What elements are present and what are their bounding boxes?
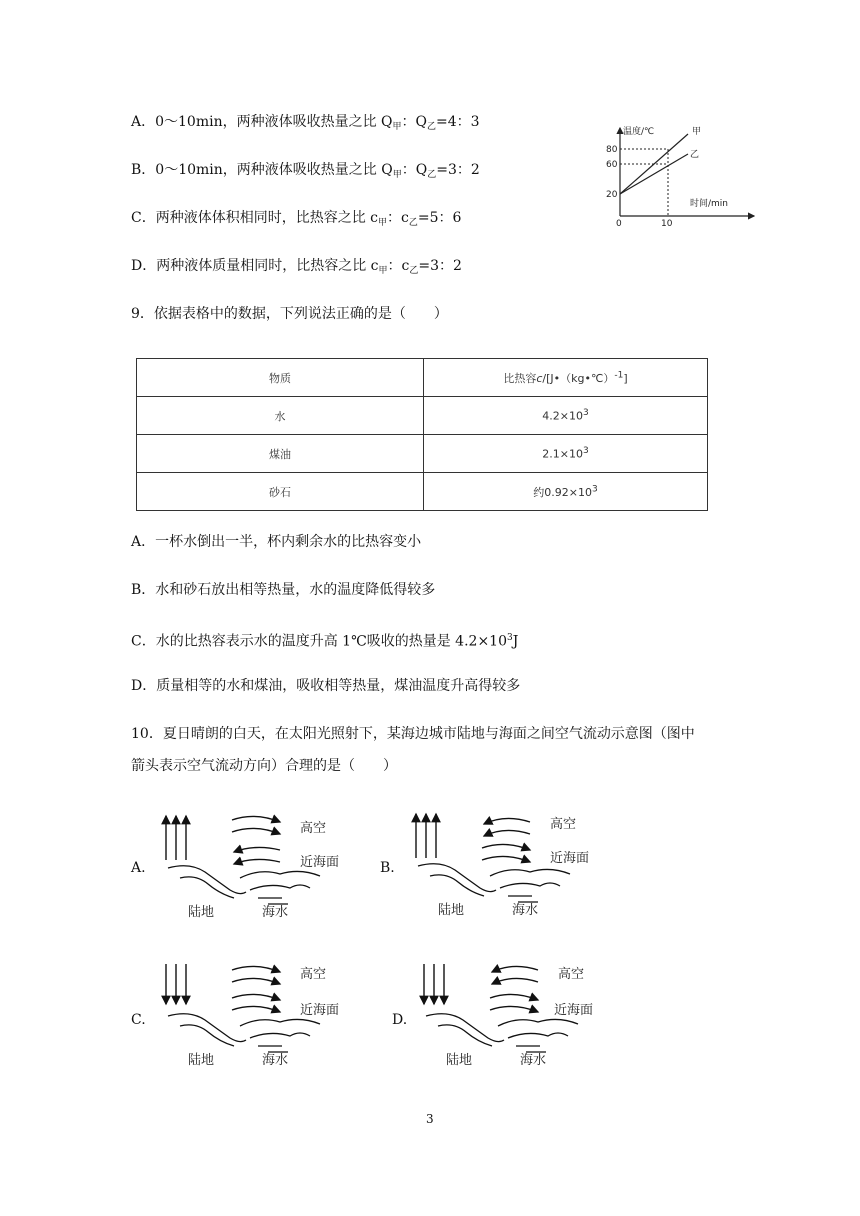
label-sea: 海水 — [262, 1053, 289, 1068]
header-specific-heat: 比热容c/[J•（kg•℃）$^{-1}$] — [424, 359, 708, 397]
sea-wave — [490, 869, 570, 876]
table-header-row — [137, 359, 708, 397]
label-high-sky: 高空 — [300, 821, 327, 836]
label-high-sky: 高空 — [558, 967, 585, 982]
table-row — [137, 435, 708, 473]
label-near-sea: 近海面 — [300, 855, 340, 870]
row-value: $4.2\times 10^3$ — [424, 397, 708, 435]
sea-wave — [250, 1033, 310, 1038]
specific-heat-table — [136, 358, 708, 511]
figure-d — [408, 958, 628, 1068]
high-arrow-2 — [232, 978, 280, 984]
low-arrow-1 — [234, 847, 280, 852]
label-land: 陆地 — [438, 903, 465, 918]
header-substance: 物质 — [137, 359, 424, 397]
low-arrow-1 — [482, 844, 530, 850]
land-contour — [168, 866, 246, 894]
low-arrow-2 — [232, 1006, 280, 1012]
label-land: 陆地 — [188, 1053, 215, 1068]
sea-wave — [240, 1019, 320, 1026]
label-high-sky: 高空 — [550, 817, 577, 832]
label-land: 陆地 — [188, 905, 215, 920]
series-line-jia — [620, 134, 688, 194]
sea-wave — [500, 883, 560, 888]
origin-label: 0 — [616, 219, 622, 229]
figure-letter-d: D. — [392, 1012, 408, 1028]
q8-option-d: D．两种液体质量相同时，比热容之比 $c_甲$：$c_乙=3$：2 — [131, 258, 462, 276]
table-row — [137, 397, 708, 435]
figure-c — [150, 958, 370, 1068]
high-arrow-1 — [492, 966, 538, 972]
high-arrow-2 — [484, 830, 530, 836]
label-near-sea: 近海面 — [300, 1003, 340, 1018]
label-high-sky: 高空 — [300, 967, 327, 982]
series-label-yi: 乙 — [690, 150, 700, 160]
land-contour — [418, 864, 496, 892]
q9-option-a: A．一杯水倒出一半，杯内剩余水的比热容变小 — [131, 534, 422, 550]
sea-wave — [498, 1019, 578, 1026]
row-value: 约$0.92\times 10^3$ — [424, 473, 708, 511]
q9-option-c: C．水的比热容表示水的温度升高 1℃吸收的热量是 $4.2\times 10^3J$ — [131, 633, 519, 650]
land-contour — [168, 1014, 246, 1042]
low-arrow-1 — [490, 994, 538, 1000]
y-tick-80: 80 — [606, 145, 618, 155]
q8-option-c: C．两种液体体积相同时，比热容之比 $c_甲$：$c_乙=5$：6 — [131, 210, 462, 228]
sea-wave — [508, 1033, 568, 1038]
q10-question-line1: 10．夏日晴朗的白天，在太阳光照射下，某海边城市陆地与海面之间空气流动示意图（图中 — [131, 726, 695, 742]
sea-wave — [240, 871, 320, 878]
high-arrow-1 — [484, 818, 530, 824]
temperature-time-chart — [604, 120, 764, 230]
high-arrow-2 — [492, 978, 538, 984]
figure-a — [150, 810, 370, 920]
series-label-jia: 甲 — [692, 127, 702, 137]
table-row — [137, 473, 708, 511]
series-line-yi — [620, 154, 688, 194]
label-near-sea: 近海面 — [554, 1003, 594, 1018]
q9-option-b: B．水和砂石放出相等热量，水的温度降低得较多 — [131, 582, 436, 598]
label-land: 陆地 — [446, 1053, 473, 1068]
row-name: 水 — [137, 397, 424, 435]
label-sea: 海水 — [520, 1053, 547, 1068]
row-name: 砂石 — [137, 473, 424, 511]
label-sea: 海水 — [262, 905, 289, 920]
high-arrow-1 — [232, 816, 280, 822]
y-tick-20: 20 — [606, 190, 618, 200]
high-arrow-2 — [232, 828, 280, 834]
low-arrow-2 — [490, 1006, 538, 1012]
q10-question-line2: 箭头表示空气流动方向）合理的是（ ） — [131, 758, 397, 774]
y-tick-60: 60 — [606, 160, 618, 170]
q8-option-b: B．0～10min，两种液体吸收热量之比 $Q_甲$：$Q_乙=3$：2 — [131, 162, 480, 180]
high-arrow-1 — [232, 966, 280, 972]
q9-option-d: D．质量相等的水和煤油，吸收相等热量，煤油温度升高得较多 — [131, 678, 521, 694]
figure-b — [400, 808, 620, 918]
q9-question: 9．依据表格中的数据，下列说法正确的是（ ） — [131, 306, 448, 322]
land-contour — [426, 1014, 504, 1042]
label-sea: 海水 — [512, 903, 539, 918]
low-arrow-2 — [482, 856, 530, 862]
y-axis-label: 温度/℃ — [623, 127, 655, 137]
figure-letter-a: A. — [131, 860, 146, 876]
row-value: $2.1\times 10^3$ — [424, 435, 708, 473]
row-name: 煤油 — [137, 435, 424, 473]
figure-letter-b: B. — [380, 860, 395, 876]
low-arrow-2 — [234, 859, 280, 864]
page-number: 3 — [426, 1112, 434, 1126]
sea-wave — [250, 885, 310, 890]
label-near-sea: 近海面 — [550, 851, 590, 866]
x-axis-label: 时间/min — [690, 199, 729, 209]
low-arrow-1 — [232, 994, 280, 1000]
q8-option-a: A．0～10min，两种液体吸收热量之比 $Q_甲$：$Q_乙=4$：3 — [131, 114, 480, 132]
x-tick-10: 10 — [661, 219, 673, 229]
figure-letter-c: C. — [131, 1012, 146, 1028]
